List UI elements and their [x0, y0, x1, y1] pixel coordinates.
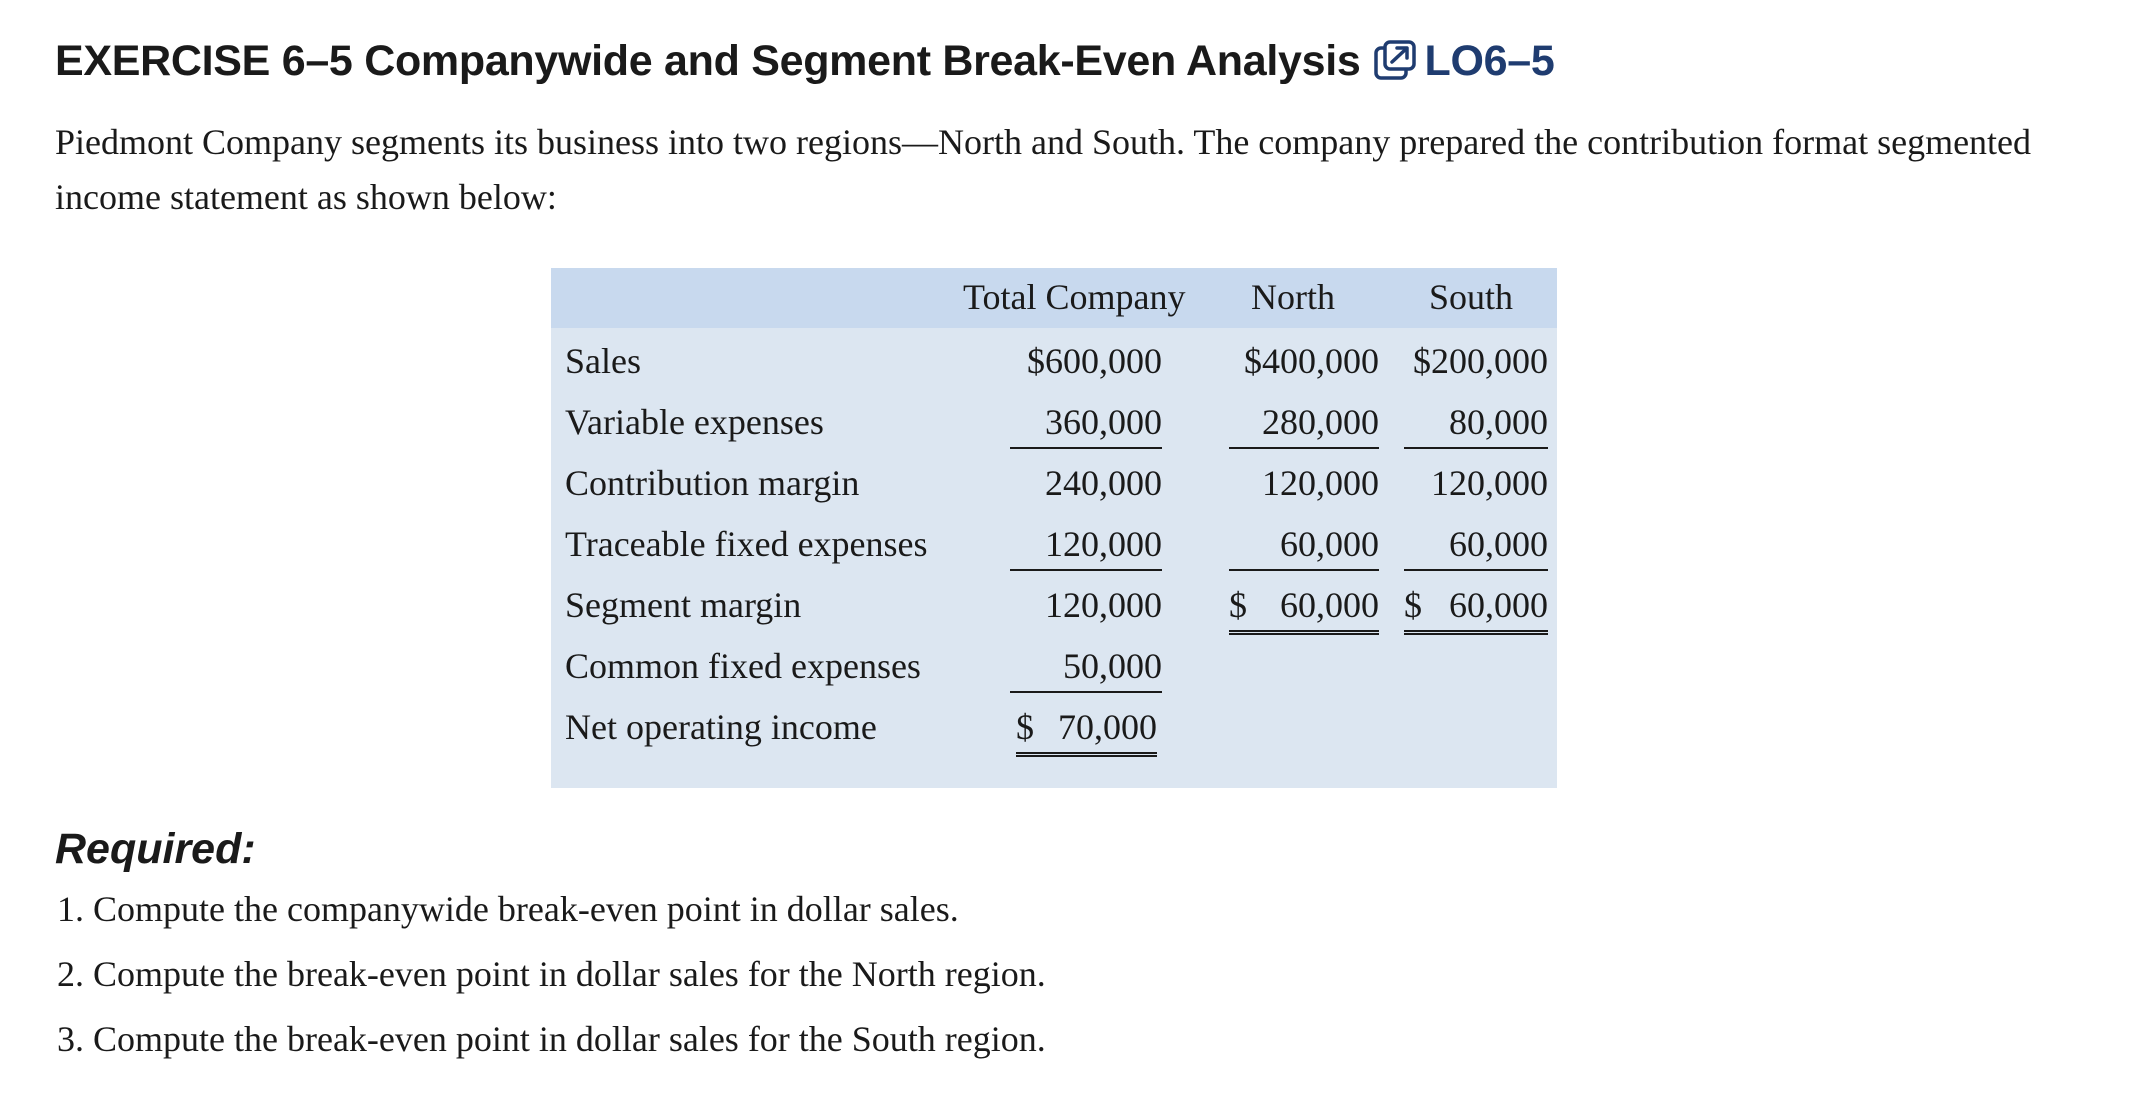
required-list [57, 888, 1046, 1083]
column-header-north: North [1251, 277, 1335, 317]
north-value: 60,000 [1229, 523, 1379, 571]
row-label: Net operating income [565, 707, 877, 747]
learning-objective-link[interactable]: LO6–5 [1424, 36, 1555, 85]
required-item: 3. Compute the break-even point in dollar sales for the South region. [57, 1019, 1046, 1059]
row-variable-expenses [551, 389, 1557, 450]
north-value-cell [1229, 584, 1379, 635]
total-value-cell [1016, 706, 1157, 757]
segmented-income-statement [551, 268, 1557, 788]
row-label: Variable expenses [565, 402, 824, 442]
required-heading: Required: [55, 825, 256, 873]
row-label: Common fixed expenses [565, 646, 921, 686]
row-segment-margin [551, 572, 1557, 633]
total-value: 240,000 [1045, 463, 1162, 503]
south-value: 120,000 [1431, 463, 1548, 503]
dollar-sign: $ [1229, 585, 1247, 625]
external-link-icon[interactable] [1373, 39, 1417, 83]
north-value: 60,000 [1280, 585, 1379, 625]
south-value: $200,000 [1413, 341, 1548, 381]
exercise-title: EXERCISE 6–5 Companywide and Segment Break-Even Analysis [55, 36, 1361, 85]
row-label: Traceable fixed expenses [565, 524, 928, 564]
row-net-operating-income [551, 694, 1557, 755]
row-label: Sales [565, 341, 641, 381]
north-value: 120,000 [1262, 463, 1379, 503]
total-value: 120,000 [1010, 523, 1162, 571]
column-header-south: South [1429, 277, 1514, 317]
row-common-fixed-expenses [551, 633, 1557, 694]
statement-header-row [551, 268, 1557, 328]
north-value: $400,000 [1244, 341, 1379, 381]
south-value: 60,000 [1449, 585, 1548, 625]
south-value-cell [1404, 584, 1548, 635]
total-value: 360,000 [1010, 401, 1162, 449]
required-item: 1. Compute the companywide break-even point in dollar sales. [57, 889, 959, 929]
exercise-header [55, 32, 2115, 90]
total-value: 70,000 [1058, 707, 1157, 747]
row-contribution-margin [551, 450, 1557, 511]
south-value: 60,000 [1404, 523, 1548, 571]
intro-paragraph: Piedmont Company segments its business into two regions—North and South. The company prepared the contribution format segmented income statement as shown below: [55, 122, 2032, 217]
total-value: 120,000 [1045, 585, 1162, 625]
row-label: Segment margin [565, 585, 802, 625]
exercise-page [55, 32, 2115, 225]
total-value: $600,000 [1027, 341, 1162, 381]
row-sales [551, 328, 1557, 389]
required-item: 2. Compute the break-even point in dollar sales for the North region. [57, 954, 1046, 994]
column-header-total: Total Company [963, 277, 1186, 317]
row-label: Contribution margin [565, 463, 860, 503]
dollar-sign: $ [1016, 707, 1034, 747]
row-traceable-fixed-expenses [551, 511, 1557, 572]
total-value: 50,000 [1010, 645, 1162, 693]
north-value: 280,000 [1229, 401, 1379, 449]
dollar-sign: $ [1404, 585, 1422, 625]
south-value: 80,000 [1404, 401, 1548, 449]
